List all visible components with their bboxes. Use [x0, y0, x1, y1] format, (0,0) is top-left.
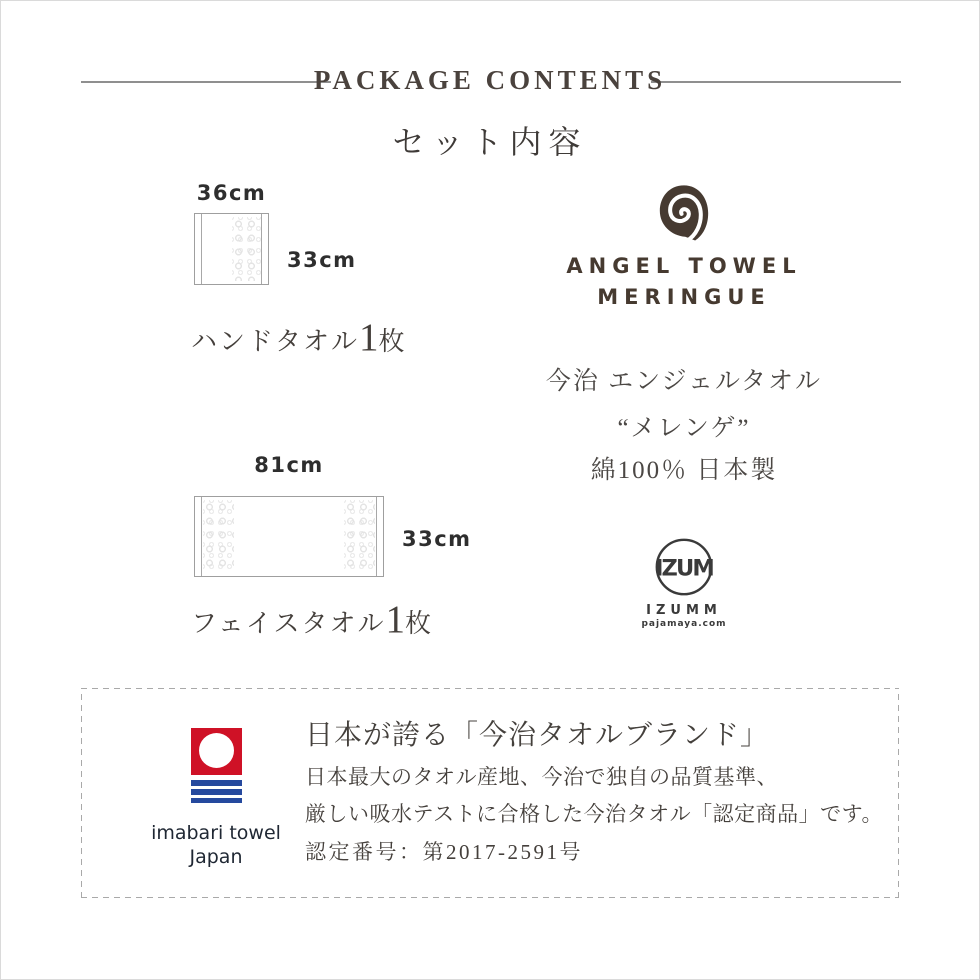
- izumm-monogram-text: IZUM: [655, 555, 713, 582]
- brand-name-line1: ANGEL TOWEL: [566, 254, 802, 278]
- product-description-line2: “メレンゲ”: [617, 415, 751, 442]
- face-towel-height-label: 33cm: [402, 527, 472, 551]
- face-towel-hem-right: [376, 497, 377, 576]
- face-towel-diagram: [194, 496, 384, 577]
- certification-body-line1: 日本最大のタオル産地、今治で独自の品質基準、: [305, 765, 778, 789]
- meringue-pattern: [232, 217, 262, 281]
- brand-name-line2: MERINGUE: [597, 285, 771, 309]
- imabari-logo-text-line1: imabari towel: [151, 822, 281, 844]
- face-towel-width-label: 81cm: [254, 453, 324, 477]
- imabari-towel-logo-icon: [191, 728, 242, 803]
- imabari-logo-text: [151, 822, 281, 870]
- face-towel-name: [191, 597, 433, 642]
- hand-towel-width-label: 36cm: [196, 181, 267, 205]
- imabari-logo-text-line2: Japan: [189, 845, 243, 868]
- certification-heading: 日本が誇る「今治タオルブランド」: [305, 720, 770, 751]
- izumm-maker-name: IZUMM: [646, 603, 722, 618]
- meringue-pattern: [344, 500, 374, 573]
- face-towel-hem-left: [201, 497, 202, 576]
- izumm-monogram-icon: [654, 537, 714, 597]
- hand-towel-height-label: 33cm: [287, 248, 357, 272]
- izumm-maker-site: pajamaya.com: [641, 619, 727, 629]
- face-towel-count: 1: [385, 598, 405, 641]
- page-title-japanese: セット内容: [392, 124, 588, 160]
- page-title-english: PACKAGE CONTENTS: [313, 65, 667, 95]
- angel-towel-spiral-icon: [651, 181, 717, 243]
- hand-towel-hem-left: [201, 214, 202, 284]
- izumm-logo-wrap: [494, 537, 874, 602]
- hand-towel-diagram: [194, 213, 269, 285]
- imabari-logo-wrap: [151, 728, 281, 870]
- hand-towel-name-text: ハンドタオル: [191, 327, 360, 356]
- certification-body-line2: 厳しい吸水テストに合格した今治タオル「認定商品」です。: [305, 802, 883, 826]
- product-description-line1: 今治 エンジェルタオル: [545, 368, 823, 395]
- brand-logo-wrap: [494, 181, 874, 248]
- face-towel-name-text: フェイスタオル: [191, 609, 386, 638]
- product-description-line3: 綿100％ 日本製: [590, 457, 778, 484]
- hand-towel-count: 1: [359, 316, 379, 359]
- hand-towel-name: [191, 315, 407, 360]
- hand-towel-count-unit: 枚: [378, 327, 407, 356]
- face-towel-count-unit: 枚: [404, 609, 433, 638]
- meringue-pattern: [203, 500, 233, 573]
- certification-number: 認定番号：第2017-2591号: [305, 840, 583, 864]
